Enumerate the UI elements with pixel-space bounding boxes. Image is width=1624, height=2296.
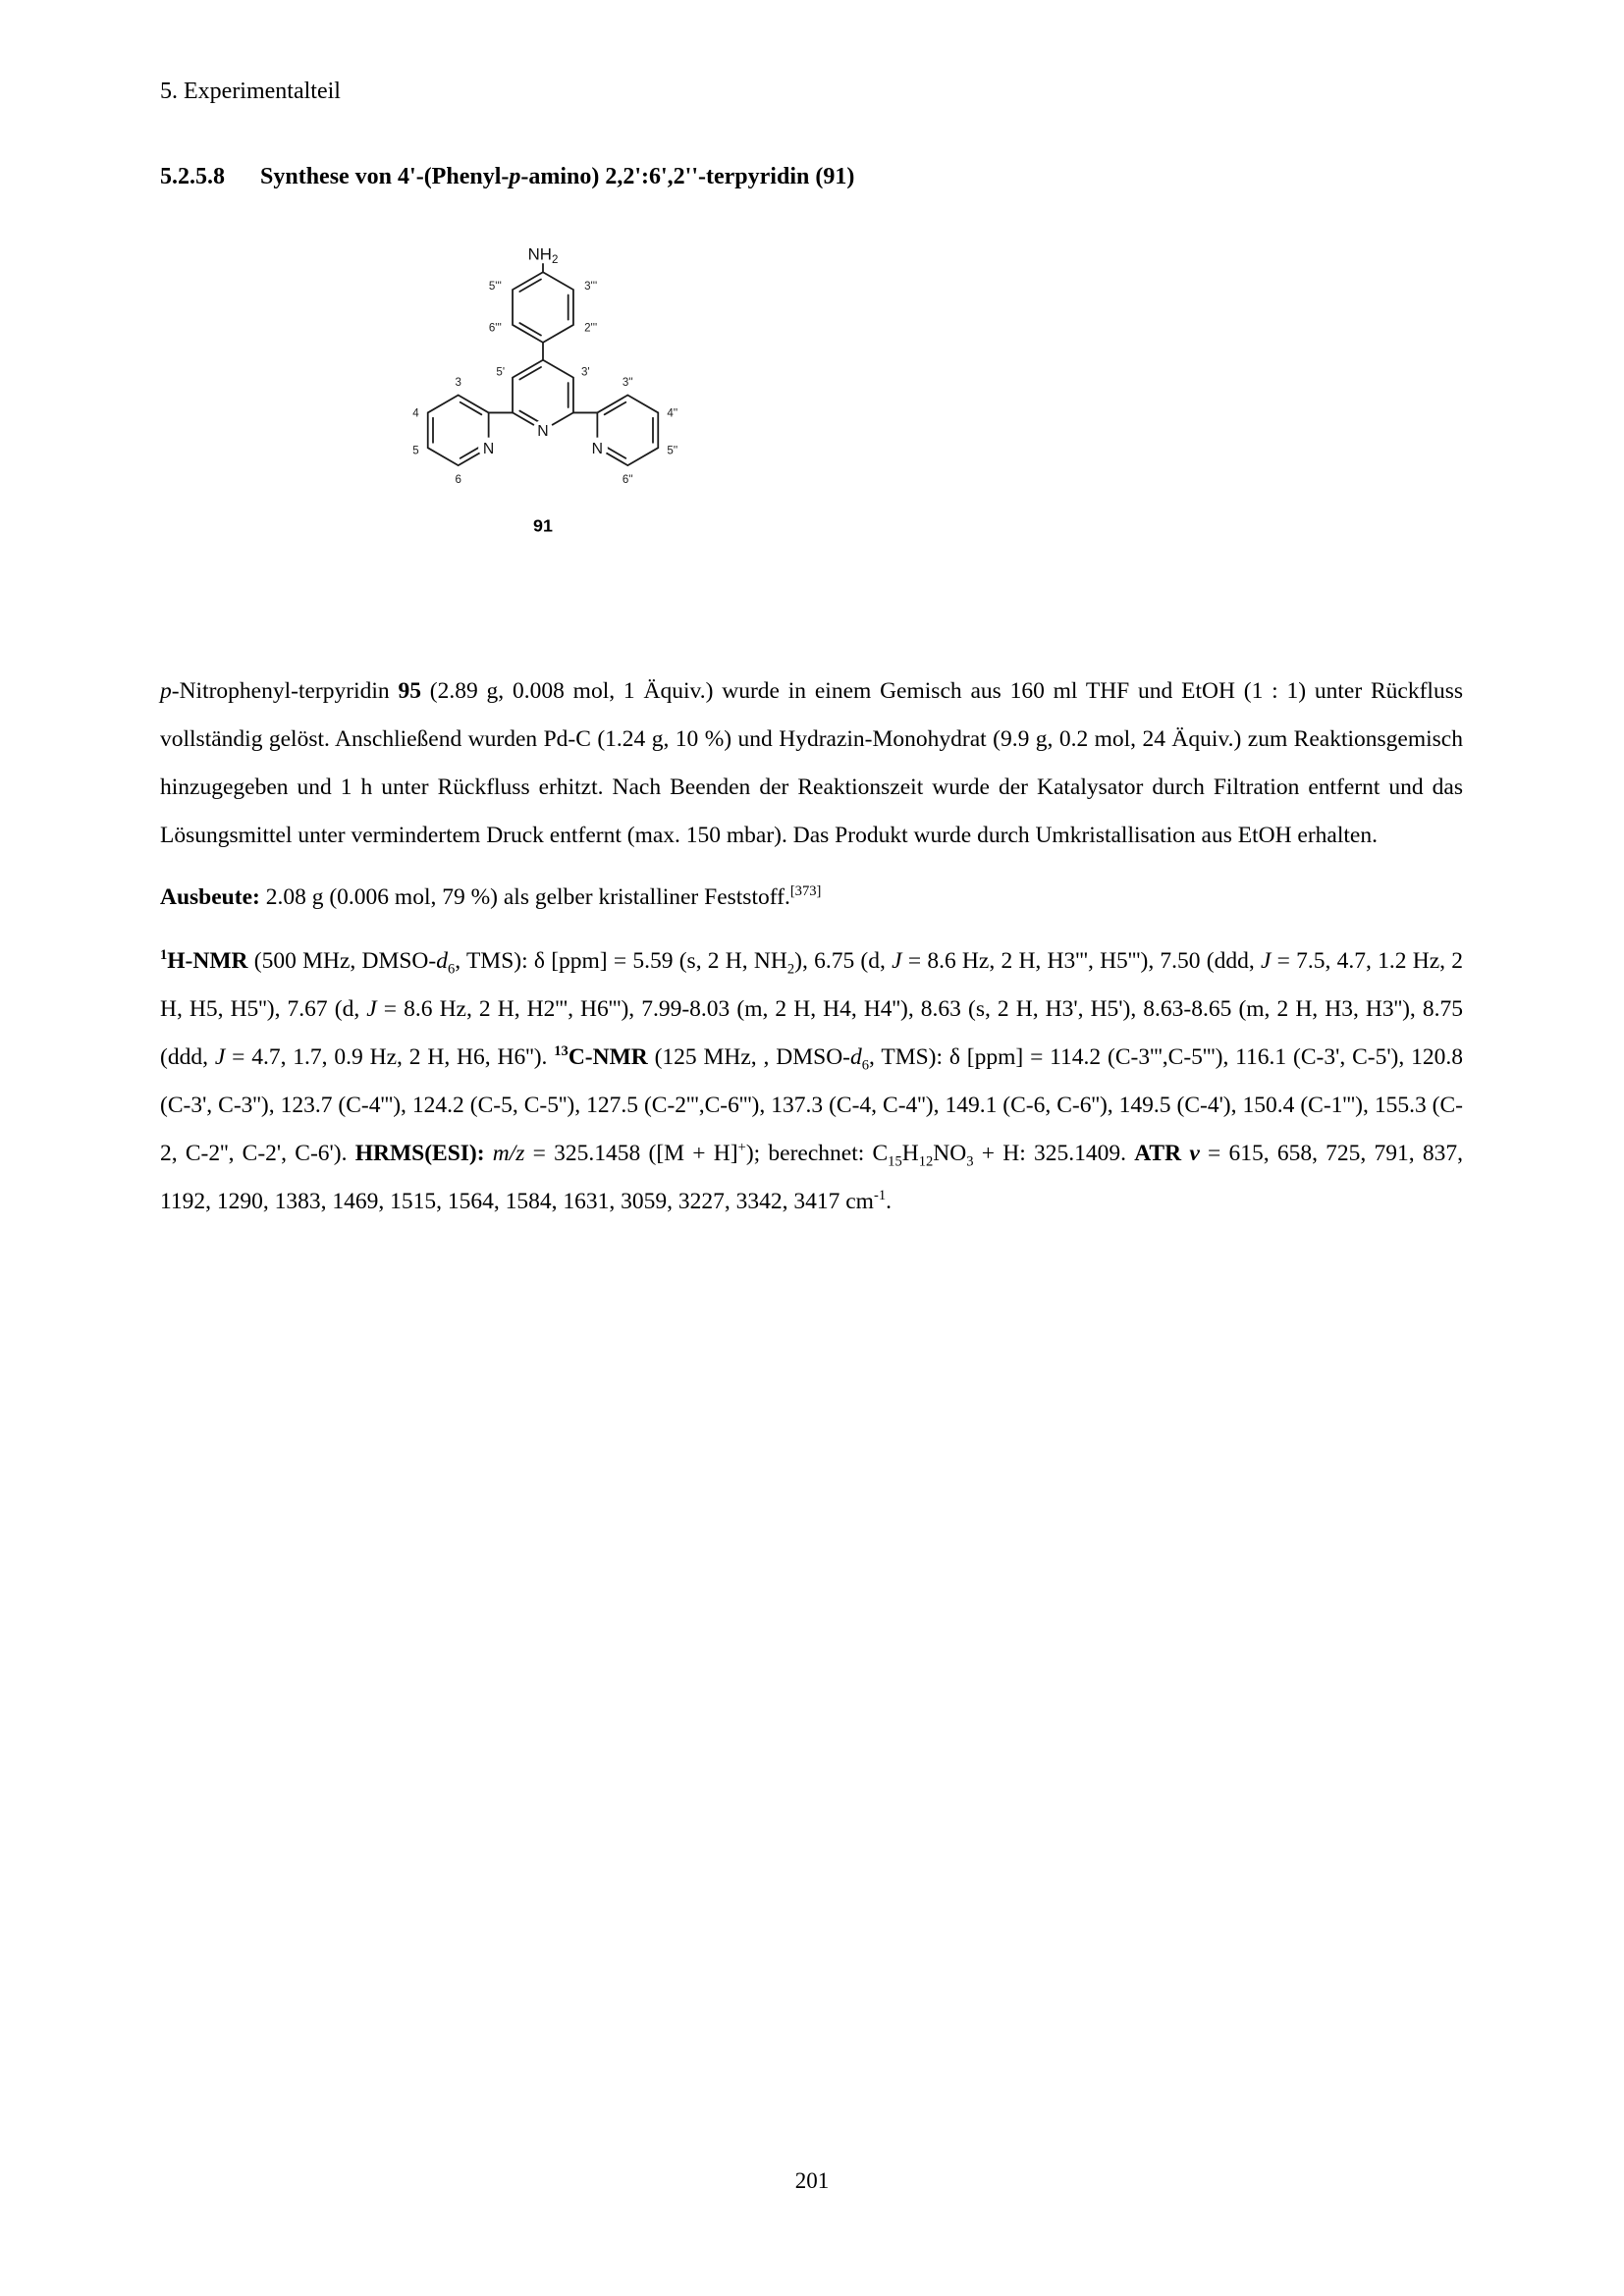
atom-label-3pp: 3'' <box>622 377 633 390</box>
amine-label-main: NH <box>527 244 552 264</box>
section-number: 5.2.5.8 <box>160 164 225 189</box>
atom-label-3p: 3' <box>580 366 590 379</box>
center-pyridine-ring <box>513 360 573 431</box>
section-heading <box>160 161 1463 192</box>
nitrogen-label-center: N <box>537 423 549 441</box>
compound-number: 91 <box>533 515 553 536</box>
running-header: 5. Experimentalteil <box>160 79 341 104</box>
atom-label-3: 3 <box>455 377 461 390</box>
section-title: Synthese von 4'-(Phenyl-p-amino) 2,2':6',2''-terpyridin (91) <box>260 164 855 189</box>
nitrogen-label-left: N <box>482 441 495 457</box>
page-number: 201 <box>794 2168 830 2193</box>
atom-label-5p: 5' <box>496 366 506 379</box>
atom-label-2ppp: 2''' <box>584 322 598 335</box>
terpyridine-structure-drawing <box>347 230 739 540</box>
right-pyridine-ring <box>597 396 658 466</box>
amine-label-sub: 2 <box>551 253 559 266</box>
atom-label-5: 5 <box>412 445 419 457</box>
atom-label-6pp: 6'' <box>622 474 633 486</box>
synthesis-paragraph: p-Nitrophenyl-terpyridin 95 (2.89 g, 0.008 mol, 1 Äquiv.) wurde in einem Gemisch aus 160 ml THF und EtOH (1 : 1) unter Rückfluss vollständig gelöst. Anschließend wurden Pd-C (1.24 g, 10 %) und Hydrazin-Monohydrat (9.9 g, 0.2 mol, 24 Äquiv.) zum Reaktionsgemisch hinzugegeben und 1 h unter Rückfluss erhitzt. Nach Beenden der Reaktionszeit wurde der Katalysator durch Filtration entfernt und das Lösungsmittel unter vermindertem Druck entfernt (max. 150 mbar). Das Produkt wurde durch Umkristallisation aus EtOH erhalten. <box>160 678 1463 848</box>
yield-paragraph: Ausbeute: 2.08 g (0.006 mol, 79 %) als gelber kristalliner Feststoff.[373] <box>160 883 822 910</box>
atom-label-5pp: 5'' <box>667 445 678 457</box>
atom-label-6ppp: 6''' <box>488 322 502 335</box>
atom-label-4pp: 4'' <box>667 407 678 420</box>
phenyl-ring <box>513 272 573 343</box>
left-pyridine-ring <box>428 396 489 466</box>
atom-label-4: 4 <box>412 407 419 420</box>
atom-label-5ppp: 5''' <box>488 281 502 294</box>
chemical-structure-figure <box>347 230 739 540</box>
atom-label-3ppp: 3''' <box>584 281 598 294</box>
atom-label-6: 6 <box>455 474 461 486</box>
amine-label <box>528 245 559 266</box>
nitrogen-label-right: N <box>591 441 604 457</box>
nmr-paragraph: $^1$H-NMR (500 MHz, DMSO-$d_6$, TMS): δ [ppm] = 5.59 (s, 2 H, $NH_2$), 6.75 (d, J = 8.6 Hz, 2 H, H3''', H5'''), 7.50 (ddd, J = 7.5, 4.7, 1.2 Hz, 2 H, H5, H5''), 7.67 (d, J = 8.6 Hz, 2 H, H2''', H6'''), 7.99-8.03 (m, 2 H, H4, H4''), 8.63 (s, 2 H, H3', H5'), 8.63-8.65 (m, 2 H, H3, H3''), 8.75 (ddd, J = 4.7, 1.7, 0.9 Hz, 2 H, H6, H6''). $^{13}$C-NMR (125 MHz, , DMSO-$d_6$, TMS): δ [ppm] = 114.2 (C-3''',C-5'''), 116.1 (C-3', C-5'), 120.8 (C-3', C-3''), 123.7 (C-4'''), 124.2 (C-5, C-5''), 127.5 (C-2''',C-6'''), 137.3 (C-4, C-4''), 149.1 (C-6, C-6''), 149.5 (C-4'), 150.4 (C-1'''), 155.3 (C-2, C-2'', C-2', C-6'). HRMS(ESI): m/z = 325.1458 ([M + H]+); berechnet: $C_{15}H_{12}NO_3 + H$: 325.1409. ATR ν = 615, 658, 725, 791, 837, 1192, 1290, 1383, 1469, 1515, 1564, 1584, 1631, 3059, 3227, 3342, 3417 $cm^{-1}$. <box>160 947 1464 1214</box>
